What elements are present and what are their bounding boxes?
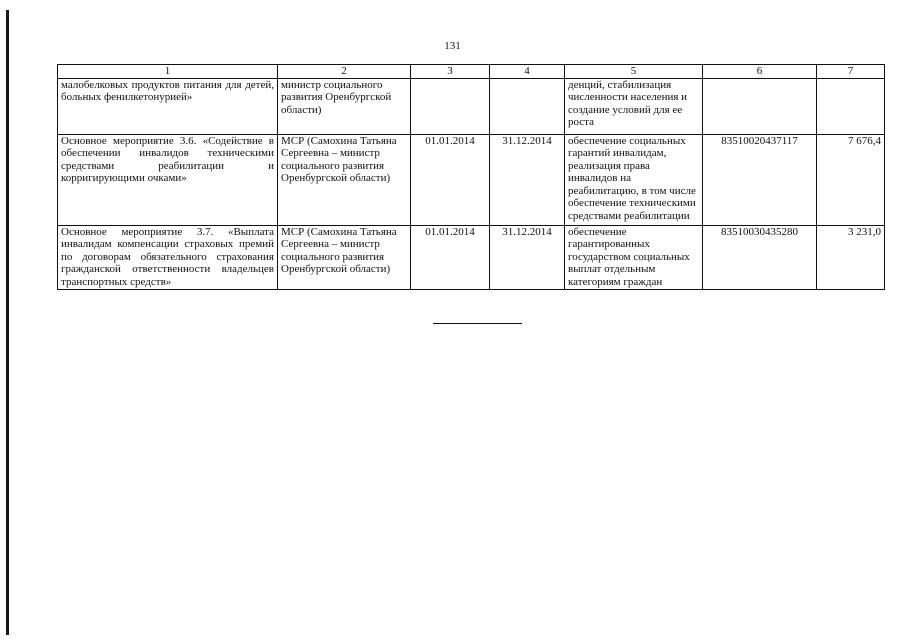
column-header: 5 [565, 65, 703, 79]
amount-cell: 7 676,4 [817, 134, 885, 225]
column-header: 2 [278, 65, 411, 79]
measure-cell: малобелковых продуктов питания для детей, больных фенилкетонурией» [58, 78, 278, 134]
executor-cell: МСР (Самохина Татьяна Сергеевна – министр социального развития Оренбургской области) [278, 134, 411, 225]
executor-cell: министр социального развития Оренбургской области) [278, 78, 411, 134]
amount-cell [817, 78, 885, 134]
end-date-cell: 31.12.2014 [490, 134, 565, 225]
table-row [58, 225, 885, 289]
program-table [57, 64, 885, 290]
amount-cell: 3 231,0 [817, 225, 885, 289]
budget-code-cell [703, 78, 817, 134]
result-cell: денций, стабилизация численности населения и создание условий для ее роста [565, 78, 703, 134]
table-row [58, 134, 885, 225]
page-number: 131 [444, 40, 461, 52]
end-date-cell [490, 78, 565, 134]
column-header: 7 [817, 65, 885, 79]
measure-cell: Основное мероприятие 3.6. «Содействие в обеспечении инвалидов техническими средствами реабилитации и корригирующими очками» [58, 134, 278, 225]
column-header: 4 [490, 65, 565, 79]
end-date-cell: 31.12.2014 [490, 225, 565, 289]
budget-code-cell: 83510030435280 [703, 225, 817, 289]
budget-code-cell: 83510020437117 [703, 134, 817, 225]
table-row [58, 78, 885, 134]
result-cell: обеспечение гарантированных государством социальных выплат отдельным категориям граждан [565, 225, 703, 289]
executor-cell: МСР (Самохина Татьяна Сергеевна – министр социального развития Оренбургской области) [278, 225, 411, 289]
start-date-cell: 01.01.2014 [411, 134, 490, 225]
column-header: 1 [58, 65, 278, 79]
column-header: 6 [703, 65, 817, 79]
start-date-cell [411, 78, 490, 134]
binding-line [6, 10, 9, 635]
end-divider [433, 323, 522, 324]
start-date-cell: 01.01.2014 [411, 225, 490, 289]
column-header: 3 [411, 65, 490, 79]
measure-cell: Основное мероприятие 3.7. «Выплата инвалидам компенсации страховых премий по договорам обязательного страхования гражданской ответственности владельцев транспортных средств» [58, 225, 278, 289]
header-row [58, 65, 885, 79]
result-cell: обеспечение социальных гарантий инвалидам, реализация права инвалидов на реабилитацию, в том числе обеспечение техническими средствами реабилитации [565, 134, 703, 225]
